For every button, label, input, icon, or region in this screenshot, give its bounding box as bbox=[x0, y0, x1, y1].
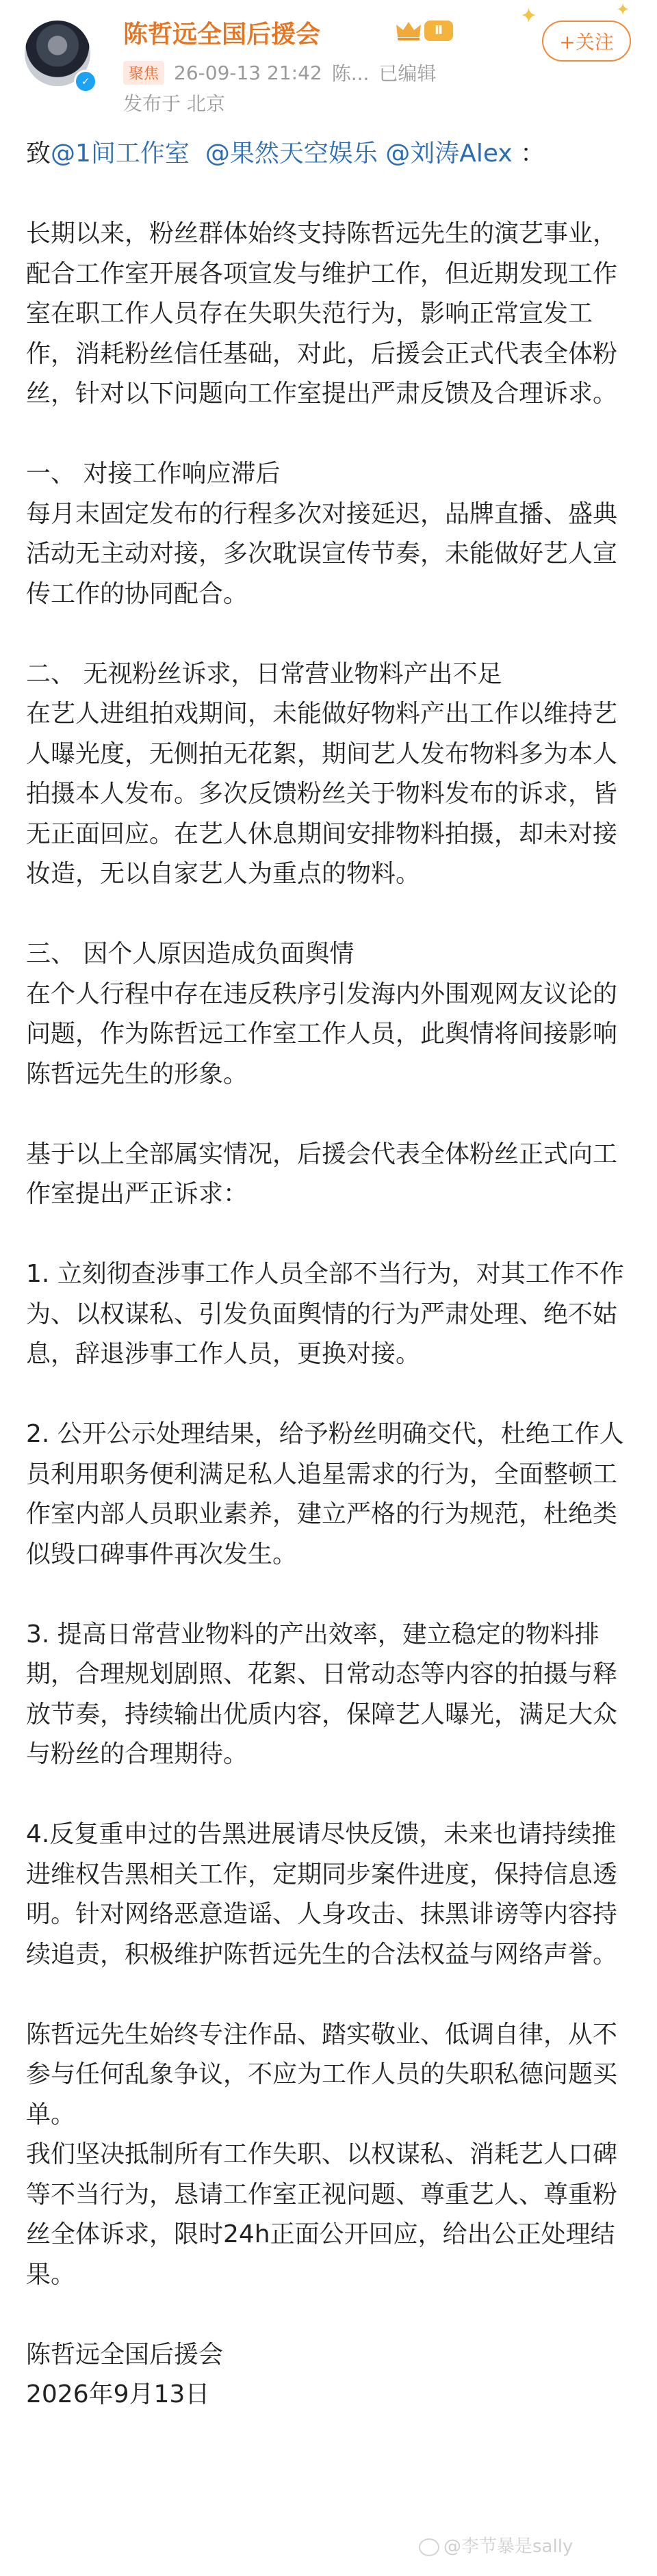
sparkle-icon: ✦ bbox=[616, 0, 630, 19]
signature: 陈哲远全国后援会 bbox=[26, 2340, 224, 2369]
issue-body: 每月末固定发布的行程多次对接延迟，品牌直播、盛典活动无主动对接，多次耽误宣传节奏，未能做好艺人宣传工作的协同配合。 bbox=[26, 499, 618, 608]
issue-body: 在艺人进组拍戏期间，未能做好物料产出工作以维持艺人曝光度，无侧拍无花絮，期间艺人发布物料多为本人拍摄本人发布。多次反馈粉丝关于物料发布的诉求，皆无正面回应。在艺人休息期间安排物料拍摄，却未对接妆造，无以自家艺人为重点的物料。 bbox=[26, 700, 618, 888]
closing-paragraph: 我们坚决抵制所有工作失职、以权谋私、消耗艺人口碑等不当行为，恳请工作室正视问题、尊重艺人、尊重粉丝全体诉求，限时24h正面公开回应，给出公正处理结果。 bbox=[26, 2140, 618, 2289]
intro-paragraph: 长期以来，粉丝群体始终支持陈哲远先生的演艺事业，配合工作室开展各项宣发与维护工作，但近期发现工作室在职工作人员存在失职失范行为，影响正常宣发工作，消耗粉丝信任基础，对此，后援会正式代表全体粉丝，针对以下问题向工作室提出严肃反馈及合理诉求。 bbox=[26, 220, 618, 408]
demand-intro: 基于以上全部属实情况，后援会代表全体粉丝正式向工作室提出严正诉求： bbox=[26, 1140, 618, 1208]
post-meta bbox=[123, 59, 436, 86]
post-body bbox=[26, 134, 628, 2415]
account-name[interactable]: 陈哲远全国后援会 bbox=[123, 21, 321, 49]
watermark-text: @李节暴是sally bbox=[443, 2536, 574, 2557]
crown-icon bbox=[395, 19, 422, 41]
salutation bbox=[26, 134, 628, 174]
level-badge: Ⅱ bbox=[424, 21, 453, 41]
demand-item: 2. 公开公示处理结果，给予粉丝明确交代，杜绝工作人员利用职务便利满足私人追星需求的行为，全面整顿工作室内部人员职业素养，建立严格的行为规范，杜绝类似毁口碑事件再次发生。 bbox=[26, 1420, 624, 1568]
edited-label: 已编辑 bbox=[378, 62, 437, 85]
mention-link[interactable]: @果然天空娱乐 bbox=[205, 140, 378, 168]
post-location: 发布于 北京 bbox=[123, 92, 225, 115]
issue-title: 二、 无视粉丝诉求，日常营业物料产出不足 bbox=[26, 659, 502, 688]
issue-body: 在个人行程中存在违反秩序引发海内外围观网友议论的问题，作为陈哲远工作室工作人员，此舆情将间接影响陈哲远先生的形象。 bbox=[26, 980, 618, 1088]
demand-item: 4.反复重申过的告黑进展请尽快反馈，未来也请持续推进维权告黑相关工作，定期同步案件进度，保持信息透明。针对网络恶意造谣、人身攻击、抹黑诽谤等内容持续追责，积极维护陈哲远先生的合法权益与网络声誉。 bbox=[26, 1820, 618, 1969]
mention-link[interactable]: @1间工作室 bbox=[51, 140, 190, 168]
salutation-suffix: ： bbox=[520, 140, 545, 168]
post-timestamp: 26-09-13 21:42 bbox=[174, 61, 322, 84]
salutation-prefix: 致 bbox=[26, 140, 51, 168]
demand-item: 3. 提高日常营业物料的产出效率，建立稳定的物料排期，合理规划剧照、花絮、日常动态等内容的拍摄与释放节奏，持续输出优质内容，保障艺人曝光，满足大众与粉丝的合理期待。 bbox=[26, 1620, 618, 1768]
mention-link[interactable]: @刘涛Alex bbox=[385, 140, 513, 168]
weibo-logo-icon bbox=[419, 2538, 439, 2556]
demand-item: 1. 立刻彻查涉事工作人员全部不当行为，对其工作不作为、以权谋私、引发负面舆情的行为严肃处理、绝不姑息，辞退涉事工作人员，更换对接。 bbox=[26, 1260, 624, 1368]
closing-paragraph: 陈哲远先生始终专注作品、踏实敬业、低调自律，从不参与任何乱象争议，不应为工作人员的失职私德问题买单。 bbox=[26, 2020, 618, 2129]
verified-icon: ✓ bbox=[74, 70, 97, 93]
sparkle-icon: ✦ bbox=[520, 4, 538, 28]
post-header bbox=[0, 0, 657, 120]
focus-tag: 聚焦 bbox=[123, 61, 164, 85]
follow-button[interactable]: +关注 bbox=[542, 21, 631, 62]
issue-title: 一、 对接工作响应滞后 bbox=[26, 460, 281, 488]
post-source: 陈... bbox=[331, 62, 370, 85]
watermark bbox=[419, 2532, 573, 2558]
issue-title: 三、 因个人原因造成负面舆情 bbox=[26, 940, 355, 968]
signature-date: 2026年9月13日 bbox=[26, 2380, 210, 2408]
